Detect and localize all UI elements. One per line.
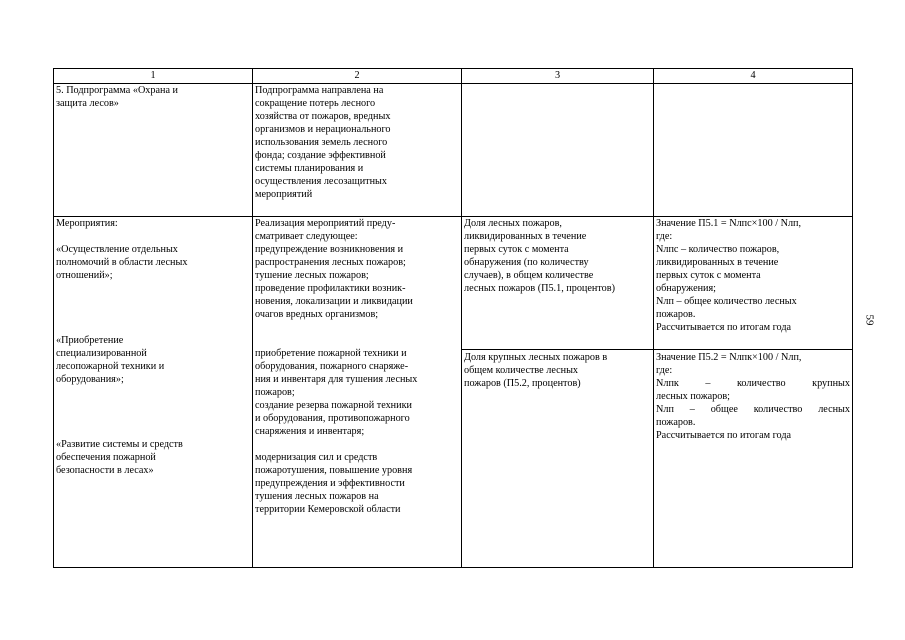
description-line: сокращение потерь лесного — [255, 98, 376, 109]
formula-p51-line: пожаров. — [656, 309, 696, 320]
subprogram-title-cell — [54, 84, 253, 217]
activity-2-line: «Приобретение — [56, 335, 124, 346]
column-header-4: 4 — [654, 69, 853, 84]
column-header-2: 2 — [253, 69, 462, 84]
activity-1-line: «Осуществление отдельных — [56, 244, 178, 255]
activities-desc-line: очагов вредных организмов; — [255, 309, 379, 320]
equipment-desc-line: оборудования, пожарного снаряже- — [255, 361, 409, 372]
subprogram-title-line: защита лесов» — [56, 98, 119, 109]
description-line: системы планирования и — [255, 163, 364, 174]
empty-cell-3 — [462, 84, 654, 217]
empty-cell-4 — [654, 84, 853, 217]
formula-p51-line: где: — [656, 231, 673, 242]
activity-3-line: «Развитие системы и средств — [56, 439, 183, 450]
formula-p52-line: пожаров. — [656, 417, 696, 428]
description-line: организмов и нерационального — [255, 124, 391, 135]
description-line: фонда; создание эффективной — [255, 150, 386, 161]
indicator-p51-line: первых суток с момента — [464, 244, 569, 255]
equipment-desc-line: пожаров; — [255, 387, 295, 398]
formula-p52-line: лесных пожаров; — [656, 391, 730, 402]
formula-p51-line: Значение П5.1 = Nлпс×100 / Nлп, — [656, 218, 802, 229]
subprogram-description-cell — [253, 84, 462, 217]
indicator-p52-block — [462, 350, 653, 390]
modernization-desc-line: предупреждения и эффективности — [255, 478, 405, 489]
indicator-p51-block — [462, 217, 653, 350]
formula-p52-line: Nлпк – количество крупных — [656, 378, 850, 389]
activity-3-line: обеспечения пожарной — [56, 452, 156, 463]
activities-desc-line: распространения лесных пожаров; — [255, 257, 406, 268]
equipment-desc-line: снаряжения и инвентаря; — [255, 426, 365, 437]
formula-p52-line: Nлп – общее количество лесных — [656, 404, 850, 415]
activity-2-line: оборудования»; — [56, 374, 124, 385]
indicator-p52-line: общем количестве лесных — [464, 365, 579, 376]
indicator-p51-line: случаев), в общем количестве — [464, 270, 594, 281]
activities-desc-line: тушение лесных пожаров; — [255, 270, 369, 281]
indicator-p51-line: обнаружения (по количеству — [464, 257, 589, 268]
formula-p51-line: первых суток с момента — [656, 270, 761, 281]
table-row-subprogram — [54, 84, 853, 217]
description-line: мероприятий — [255, 189, 313, 200]
activities-names-cell — [54, 217, 253, 568]
equipment-desc-line: ния и инвентаря для тушения лесных — [255, 374, 418, 385]
formula-p51-line: ликвидированных в течение — [656, 257, 779, 268]
formula-p52-line: Рассчитывается по итогам года — [656, 430, 792, 441]
indicator-p51-line: ликвидированных в течение — [464, 231, 587, 242]
formula-p51-line: обнаружения; — [656, 283, 717, 294]
subprogram-title-line: 5. Подпрограмма «Охрана и — [56, 85, 178, 96]
activities-desc-line: сматривает следующее: — [255, 231, 358, 242]
formulas-cell — [654, 217, 853, 568]
program-table — [53, 68, 853, 568]
header-row — [54, 69, 853, 84]
column-header-1: 1 — [54, 69, 253, 84]
formula-p51-line: Рассчитывается по итогам года — [656, 322, 792, 333]
modernization-desc-line: территории Кемеровской области — [255, 504, 401, 515]
modernization-desc-line: тушения лесных пожаров на — [255, 491, 379, 502]
modernization-desc-line: пожаротушения, повышение уровня — [255, 465, 413, 476]
formula-p52-block — [654, 350, 852, 442]
activity-2-line: специализированной — [56, 348, 147, 359]
indicator-p52-line: Доля крупных лесных пожаров в — [464, 352, 608, 363]
page-number: 59 — [863, 314, 876, 326]
activities-desc-line: Реализация мероприятий преду- — [255, 218, 396, 229]
equipment-desc-line: и оборудования, противопожарного — [255, 413, 410, 424]
activities-desc-line: предупреждение возникновения и — [255, 244, 404, 255]
description-line: осуществления лесозащитных — [255, 176, 388, 187]
activity-1-line: полномочий в области лесных — [56, 257, 188, 268]
equipment-desc-line: приобретение пожарной техники и — [255, 348, 407, 359]
formula-p51-line: Nлп – общее количество лесных — [656, 296, 797, 307]
indicators-cell — [462, 217, 654, 568]
formula-p51-block — [654, 217, 852, 350]
activity-1-line: отношений»; — [56, 270, 113, 281]
modernization-desc-line: модернизация сил и средств — [255, 452, 378, 463]
activity-2-line: лесопожарной техники и — [56, 361, 165, 372]
description-line: Подпрограмма направлена на — [255, 85, 384, 96]
indicator-p51-line: лесных пожаров (П5.1, процентов) — [464, 283, 615, 294]
indicator-p51-line: Доля лесных пожаров, — [464, 218, 562, 229]
activities-description-cell — [253, 217, 462, 568]
activities-desc-line: новения, локализации и ликвидации — [255, 296, 413, 307]
column-header-3: 3 — [462, 69, 654, 84]
activity-3-line: безопасности в лесах» — [56, 465, 154, 476]
description-line: использования земель лесного — [255, 137, 388, 148]
table-row-activities — [54, 217, 853, 568]
equipment-desc-line: создание резерва пожарной техники — [255, 400, 412, 411]
activities-desc-line: проведение профилактики возник- — [255, 283, 406, 294]
indicator-p52-line: пожаров (П5.2, процентов) — [464, 378, 581, 389]
description-line: хозяйства от пожаров, вредных — [255, 111, 391, 122]
formula-p52-line: Значение П5.2 = Nлпк×100 / Nлп, — [656, 352, 802, 363]
activities-heading: Мероприятия: — [56, 218, 118, 229]
formula-p52-line: где: — [656, 365, 673, 376]
formula-p51-line: Nлпс – количество пожаров, — [656, 244, 780, 255]
